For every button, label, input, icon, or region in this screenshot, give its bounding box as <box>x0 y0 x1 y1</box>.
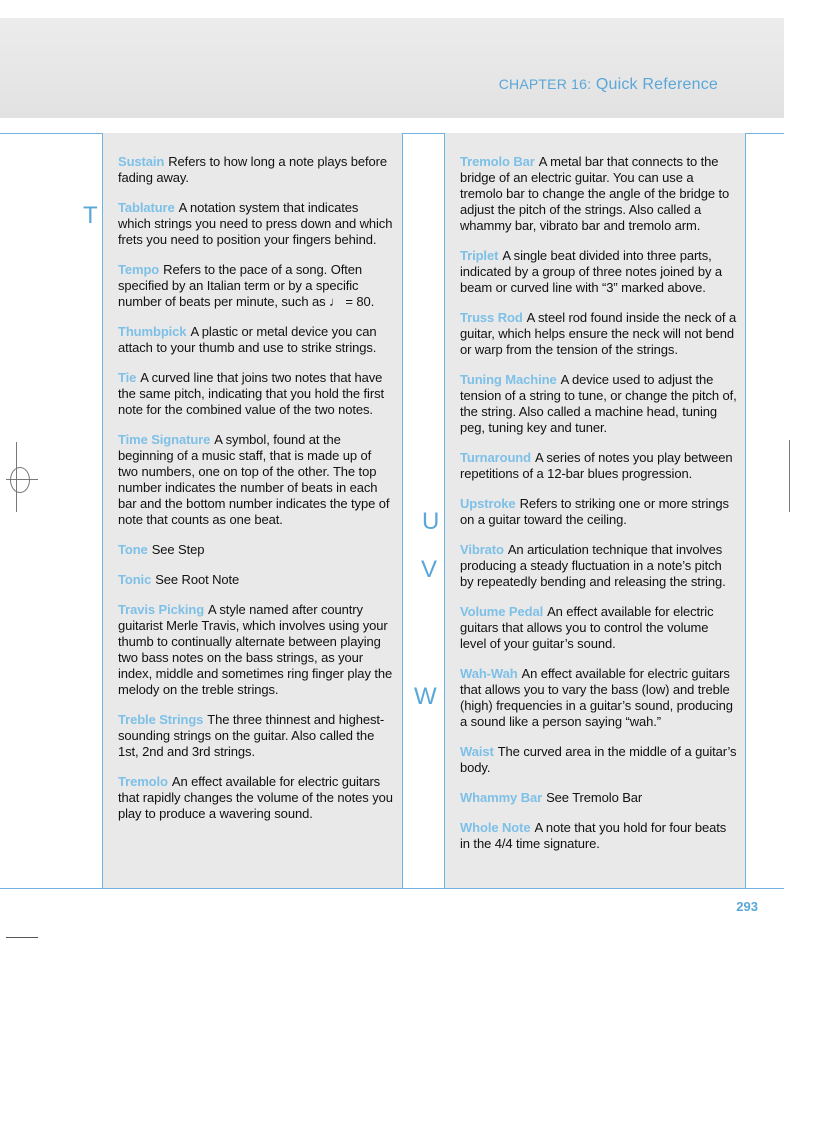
bottom-rule <box>0 888 784 889</box>
glossary-definition: The three thinnest and highest-sounding strings on the guitar. Also called the 1st, 2nd and 3rd strings. <box>118 712 385 759</box>
glossary-term: Waist <box>460 744 494 759</box>
crop-mark-bottom-left <box>6 937 38 938</box>
glossary-definition: See Root Note <box>155 572 240 587</box>
glossary-definition: A note that you hold for four beats in the 4/4 time signature. <box>460 820 727 851</box>
left-column-border-right <box>402 133 403 888</box>
glossary-definition: An effect available for electric guitars that allows you to control the volume level of your guitar’s sound. <box>460 604 714 651</box>
glossary-definition: See Tremolo Bar <box>546 790 643 805</box>
glossary-term: Turnaround <box>460 450 531 465</box>
glossary-term: Tablature <box>118 200 175 215</box>
glossary-entry <box>118 154 394 186</box>
glossary-entry <box>118 712 394 760</box>
section-letter-t: T <box>83 202 98 229</box>
glossary-definition: A notation system that indicates which strings you need to press down and which frets you need to position your fingers behind. <box>118 200 393 247</box>
glossary-term: Upstroke <box>460 496 516 511</box>
glossary-definition: A device used to adjust the tension of a string to tune, or change the pitch of, the string. Also called a machine head, tuning peg, tuning key and tuner. <box>460 372 737 435</box>
glossary-definition: An articulation technique that involves producing a steady fluctuation in a note’s pitch by repeatedly bending and releasing the string. <box>460 542 726 589</box>
glossary-term: Tremolo Bar <box>460 154 535 169</box>
glossary-definition: A metal bar that connects to the bridge of an electric guitar. You can use a tremolo bar to change the angle of the bridge to adjust the pitch of the strings. Also called a whammy bar, vibrato bar and tremolo arm. <box>460 154 730 233</box>
glossary-definition: Refers to how long a note plays before fading away. <box>118 154 388 185</box>
glossary-term: Tone <box>118 542 148 557</box>
glossary-definition: A plastic or metal device you can attach to your thumb and use to strike strings. <box>118 324 377 355</box>
glossary-entry <box>118 200 394 248</box>
glossary-term: Vibrato <box>460 542 504 557</box>
glossary-term: Whammy Bar <box>460 790 543 805</box>
glossary-entry <box>118 774 394 822</box>
glossary-term: Tempo <box>118 262 160 277</box>
glossary-entry <box>460 310 738 358</box>
page-number: 293 <box>736 899 758 914</box>
glossary-entry <box>118 262 394 310</box>
running-header <box>499 76 718 94</box>
glossary-definition: A style named after country guitarist Merle Travis, which involves using your thumb to continually alternate between playing two bass notes on the bass strings, as your index, middle and sometimes ring finger play the melody on the treble strings. <box>118 602 393 697</box>
right-column-border-left <box>444 133 445 888</box>
glossary-term: Sustain <box>118 154 165 169</box>
glossary-definition: A steel rod found inside the neck of a guitar, which helps ensure the neck will not bend or warp from the tension of the strings. <box>460 310 737 357</box>
chapter-title: Quick Reference <box>595 76 718 93</box>
glossary-definition: A single beat divided into three parts, indicated by a group of three notes joined by a beam or curved line with “3” marked above. <box>460 248 722 295</box>
glossary-term: Volume Pedal <box>460 604 544 619</box>
glossary-definition: See Step <box>151 542 205 557</box>
glossary-term: Tie <box>118 370 137 385</box>
glossary-term: Thumbpick <box>118 324 187 339</box>
glossary-term: Tonic <box>118 572 152 587</box>
glossary-entry <box>118 602 394 698</box>
glossary-term: Time Signature <box>118 432 211 447</box>
glossary-definition: An effect available for electric guitars that rapidly changes the volume of the notes you play to produce a wavering sound. <box>118 774 393 821</box>
glossary-entry <box>118 324 394 356</box>
glossary-entry <box>118 432 394 528</box>
glossary-definition: The curved area in the middle of a guitar’s body. <box>460 744 737 775</box>
left-column-border-left <box>102 133 103 888</box>
glossary-entry <box>118 572 394 588</box>
glossary-entry <box>460 372 738 436</box>
glossary-definition: A symbol, found at the beginning of a music staff, that is made up of two numbers, one on top of the other. The top number indicates the number of beats in each bar and the bottom number indicates the type of note that counts as one beat. <box>118 432 390 527</box>
section-letter-w: W <box>414 683 437 710</box>
registration-mark <box>2 442 42 512</box>
glossary-entry <box>460 790 738 806</box>
right-glossary-column <box>460 154 738 866</box>
glossary-entry <box>118 542 394 558</box>
glossary-term: Tuning Machine <box>460 372 557 387</box>
section-letter-u: U <box>422 508 440 535</box>
glossary-entry <box>118 370 394 418</box>
glossary-entry <box>460 496 738 528</box>
left-glossary-column <box>118 154 394 836</box>
glossary-entry <box>460 154 738 234</box>
glossary-term: Treble Strings <box>118 712 204 727</box>
glossary-entry <box>460 820 738 852</box>
glossary-entry <box>460 744 738 776</box>
glossary-term: Whole Note <box>460 820 531 835</box>
glossary-definition: A curved line that joins two notes that have the same pitch, indicating that you hold the first note for the combined value of the two notes. <box>118 370 384 417</box>
crop-mark-right-edge <box>789 440 790 512</box>
glossary-term: Tremolo <box>118 774 168 789</box>
glossary-term: Truss Rod <box>460 310 523 325</box>
header-band <box>0 18 784 118</box>
glossary-entry <box>460 450 738 482</box>
glossary-term: Travis Picking <box>118 602 205 617</box>
glossary-term: Wah-Wah <box>460 666 518 681</box>
glossary-definition: A series of notes you play between repetitions of a 12-bar blues progression. <box>460 450 733 481</box>
glossary-definition: An effect available for electric guitars that allows you to vary the bass (low) and treble (high) frequencies in a guitar’s sound, producing a sound like a person saying “wah.” <box>460 666 733 729</box>
glossary-entry <box>460 542 738 590</box>
glossary-entry <box>460 604 738 652</box>
right-column-border-right <box>745 133 746 888</box>
section-letter-v: V <box>421 556 438 583</box>
glossary-entry <box>460 666 738 730</box>
glossary-definition: Refers to striking one or more strings on a guitar toward the ceiling. <box>460 496 729 527</box>
glossary-term: Triplet <box>460 248 499 263</box>
glossary-definition: Refers to the pace of a song. Often specified by an Italian term or by a specific number of beats per minute, such as ♩ = 80. <box>118 262 375 309</box>
glossary-entry <box>460 248 738 296</box>
chapter-label: CHAPTER 16: <box>498 76 592 92</box>
